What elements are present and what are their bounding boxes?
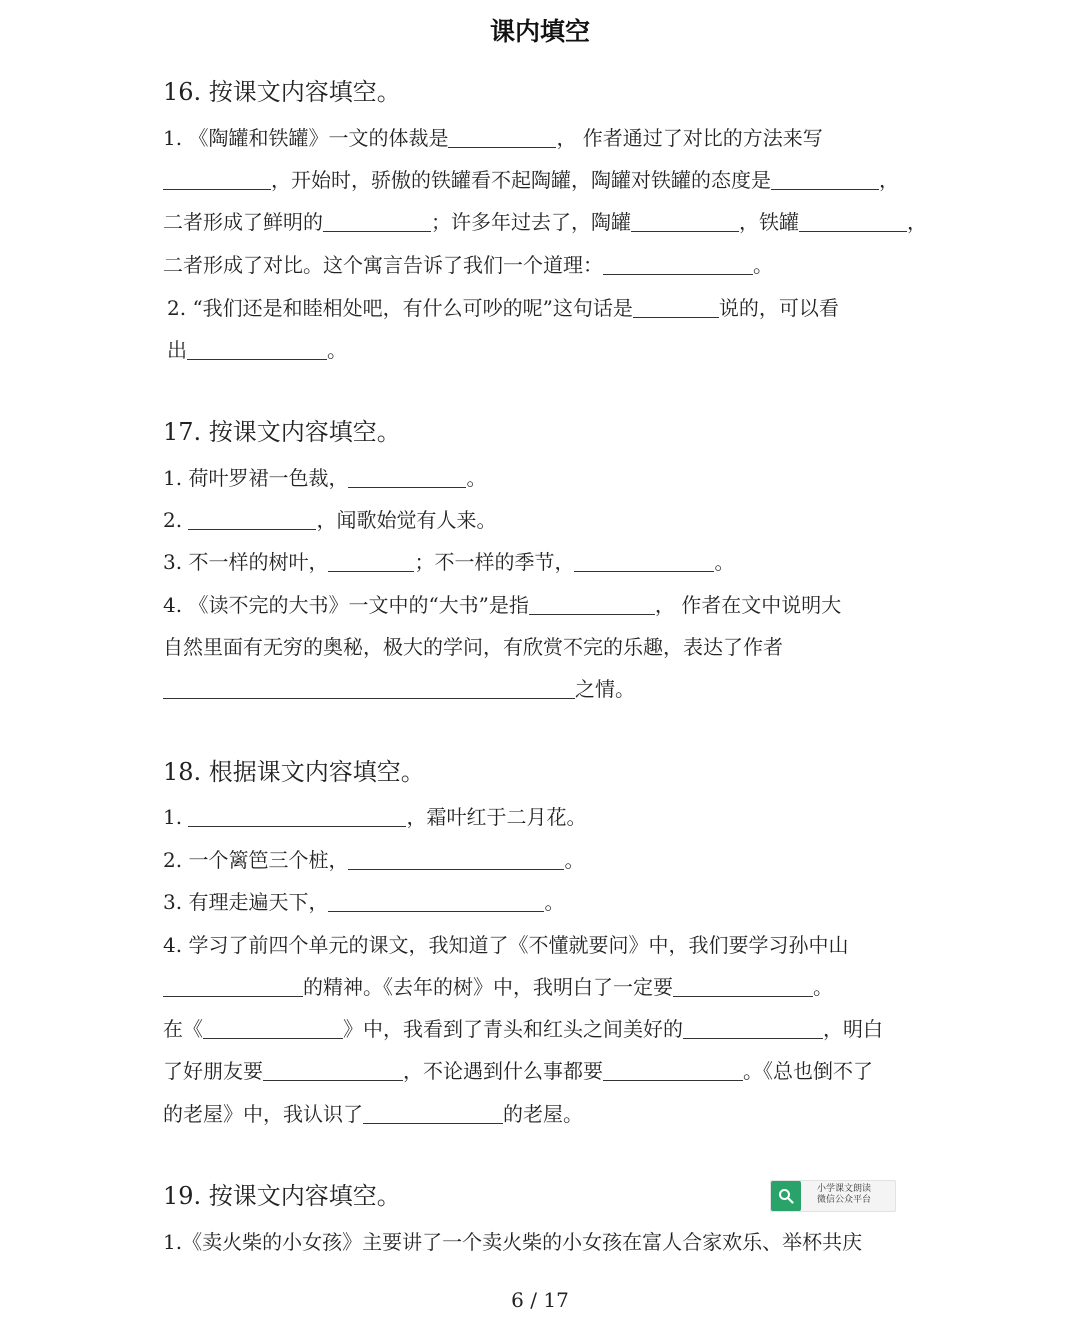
q18-line-8: 的老屋》中，我认识了 的老屋。: [163, 1102, 583, 1126]
q16-line-5: 2. “我们还是和睦相处吧，有什么可吵的呢”这句话是 说的，可以看: [167, 296, 839, 320]
answer-blank[interactable]: [683, 1018, 823, 1039]
q16-line-2: ，开始时，骄傲的铁罐看不起陶罐，陶罐对铁罐的态度是 ，: [163, 166, 899, 194]
watermark-text: 小学课文朗读 微信公众平台: [817, 1184, 872, 1205]
q19-heading: 19. 按课文内容填空。: [163, 1182, 401, 1210]
answer-blank[interactable]: [799, 211, 907, 232]
answer-blank[interactable]: [363, 1103, 503, 1124]
answer-blank[interactable]: [163, 678, 575, 699]
q18-line-4: 4. 学习了前四个单元的课文，我知道了《不懂就要问》中，我们要学习孙中山: [163, 933, 849, 957]
answer-blank[interactable]: [163, 169, 271, 190]
q16-line-1: 1. 《陶罐和铁罐》一文的体裁是 ， 作者通过了对比的方法来写: [163, 126, 823, 150]
q18-heading: 18. 根据课文内容填空。: [163, 758, 425, 786]
q16-line-6: 出 。: [167, 338, 347, 362]
q18-line-1: 1. ，霜叶红于二月花。: [163, 805, 587, 829]
q17-line-3: 3. 不一样的树叶， ；不一样的季节， 。: [163, 550, 735, 574]
answer-blank[interactable]: [328, 891, 544, 912]
answer-blank[interactable]: [263, 1060, 403, 1081]
q18-line-5: 的精神。《去年的树》中，我明白了一定要 。: [163, 973, 833, 1001]
answer-blank[interactable]: [348, 849, 564, 870]
answer-blank[interactable]: [323, 211, 431, 232]
q17-line-4: 4. 《读不完的大书》一文中的“大书”是指 ， 作者在文中说明大: [163, 593, 842, 617]
answer-blank[interactable]: [348, 467, 466, 488]
answer-blank[interactable]: [633, 297, 719, 318]
answer-blank[interactable]: [448, 127, 556, 148]
q18-line-2: 2. 一个篱笆三个桩， 。: [163, 848, 585, 872]
answer-blank[interactable]: [529, 594, 655, 615]
answer-blank[interactable]: [187, 339, 327, 360]
q16-line-4: 二者形成了对比。这个寓言告诉了我们一个道理： 。: [163, 253, 773, 277]
q18-line-6: 在《 》中，我看到了青头和红头之间美好的 ，明白: [163, 1017, 883, 1041]
q18-line-3: 3. 有理走遍天下， 。: [163, 890, 565, 914]
answer-blank[interactable]: [163, 976, 303, 997]
q17-line-2: 2. ，闻歌始觉有人来。: [163, 508, 497, 532]
q18-line-7: 了好朋友要 ，不论遇到什么事都要 。《总也倒不了: [163, 1059, 873, 1083]
answer-blank[interactable]: [188, 509, 316, 530]
q17-heading: 17. 按课文内容填空。: [163, 418, 401, 446]
answer-blank[interactable]: [673, 976, 813, 997]
page-title: 课内填空: [489, 17, 590, 46]
q16-line-3: 二者形成了鲜明的 ；许多年过去了，陶罐 ，铁罐 ，: [163, 210, 927, 234]
wechat-watermark: [770, 1180, 896, 1212]
q19-line-1: 1.《卖火柴的小女孩》主要讲了一个卖火柴的小女孩在富人合家欢乐、举杯共庆: [163, 1230, 863, 1254]
answer-blank[interactable]: [203, 1018, 343, 1039]
q17-line-1: 1. 荷叶罗裙一色裁， 。: [163, 466, 487, 490]
answer-blank[interactable]: [574, 551, 714, 572]
page-number: 6 / 17: [511, 1288, 569, 1312]
answer-blank[interactable]: [631, 211, 739, 232]
q16-heading: 16. 按课文内容填空。: [163, 78, 401, 106]
answer-blank[interactable]: [603, 254, 753, 275]
answer-blank[interactable]: [771, 169, 879, 190]
q17-line-5: 自然里面有无穷的奥秘，极大的学问，有欣赏不完的乐趣，表达了作者: [163, 635, 783, 659]
q17-line-6: 之情。: [163, 675, 635, 703]
answer-blank[interactable]: [603, 1060, 743, 1081]
search-icon: [771, 1181, 801, 1211]
answer-blank[interactable]: [188, 806, 406, 827]
answer-blank[interactable]: [328, 551, 414, 572]
